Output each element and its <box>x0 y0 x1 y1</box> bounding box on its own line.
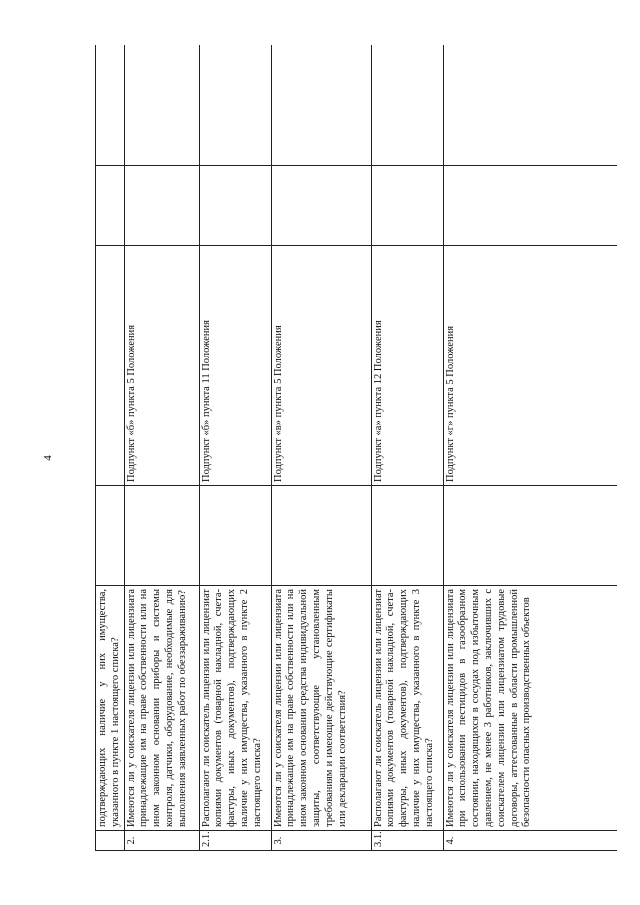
reference-text <box>96 246 125 486</box>
empty-cell <box>443 166 617 246</box>
row-number: 4. <box>443 831 617 851</box>
empty-cell <box>199 486 271 586</box>
table-row <box>271 45 371 851</box>
empty-cell <box>443 486 617 586</box>
empty-cell <box>371 166 443 246</box>
question-text: подтверждающих наличие у них имущества, указанного в пункте 1 настоящего списка? <box>96 586 125 831</box>
question-text: Имеются ли у соискателя лицензии или лицензиата принадлежащие им на праве собственности или на ином законном основании средства индивидуальной защиты, соответствующие установленным требованиям и имеющие действующие сертификаты или декларации соответствия? <box>271 586 371 831</box>
empty-cell <box>96 486 125 586</box>
page-number: 4 <box>42 455 54 461</box>
empty-cell <box>124 486 199 586</box>
empty-cell <box>124 166 199 246</box>
empty-cell <box>443 45 617 166</box>
empty-cell <box>124 45 199 166</box>
table-row <box>371 45 443 851</box>
table-row <box>124 45 199 851</box>
empty-cell <box>371 45 443 166</box>
row-number: 2.1. <box>199 831 271 851</box>
table-row <box>443 45 617 851</box>
question-text: Имеются ли у соискателя лицензии или лицензиата при использовании пестицидов в газообразном состоянии, находящихся в сосудах под избыточным давлением, не менее 3 работников, заключивших с соискателем лицензии или лицензиатом трудовые договоры, аттестованные в области промышленной безопасности опасных производственных объектов <box>443 586 617 831</box>
empty-cell <box>271 166 371 246</box>
question-text: Имеются ли у соискателя лицензии или лицензиата принадлежащие им на праве собственности или на ином законном основании приборы и системы контроля, датчики, оборудование, необходимые для выполнения заявленных работ по обеззараживанию? <box>124 586 199 831</box>
checklist-table-frame <box>95 45 617 851</box>
empty-cell <box>96 166 125 246</box>
empty-cell <box>199 166 271 246</box>
reference-text: Подпункт «б» пункта 5 Положения <box>124 246 199 486</box>
reference-text: Подпункт «б» пункта 11 Положения <box>199 246 271 486</box>
row-number: 3. <box>271 831 371 851</box>
question-text: Располагают ли соискатель лицензии или лицензиат копиями документов (товарной накладной, счета-фактуры, иных документов), подтверждающих наличие у них имущества, указанного в пункте 2 настоящего списка? <box>199 586 271 831</box>
row-number <box>96 831 125 851</box>
table-row <box>199 45 271 851</box>
empty-cell <box>271 45 371 166</box>
reference-text: Подпункт «в» пункта 5 Положения <box>271 246 371 486</box>
question-text: Располагают ли соискатель лицензии или лицензиат копиями документов (товарной накладной, счета-фактуры, иных документов), подтверждающих наличие у них имущества, указанного в пункте 3 настоящего списка? <box>371 586 443 831</box>
reference-text: Подпункт «а» пункта 12 Положения <box>371 246 443 486</box>
table-row <box>96 45 125 851</box>
empty-cell <box>271 486 371 586</box>
empty-cell <box>199 45 271 166</box>
row-number: 2. <box>124 831 199 851</box>
empty-cell <box>371 486 443 586</box>
row-number: 3.1. <box>371 831 443 851</box>
checklist-table <box>95 45 617 851</box>
empty-cell <box>96 45 125 166</box>
reference-text: Подпункт «г» пункта 5 Положения <box>443 246 617 486</box>
